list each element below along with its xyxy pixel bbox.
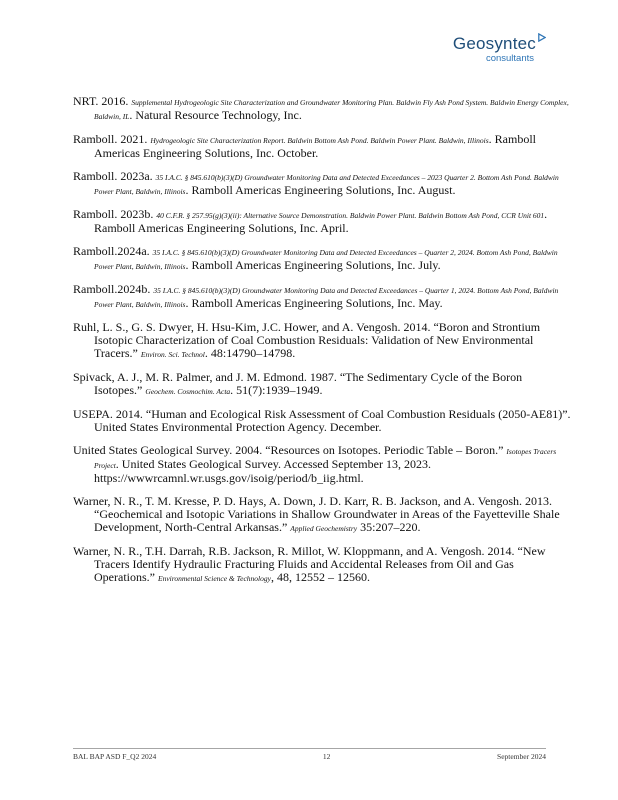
reference-title: 35 I.A.C. § 845.610(b)(3)(D) Groundwater Monitoring Data and Detected Exceedances – Quarter 1, 2024. Bottom Ash Pond, Baldwin Power Plant, Baldwin, Illinois [94,286,559,309]
reference-title: Supplemental Hydrogeologic Site Characterization and Groundwater Monitoring Plan. Baldwin Fly Ash Pond System. Baldwin Energy Complex, Baldwin, IL [94,98,569,121]
reference-title: Hydrogeologic Site Characterization Report. Baldwin Bottom Ash Pond. Baldwin Power Plant. Baldwin, Illinois [150,136,489,145]
reference-text: NRT. 2016. [73,94,132,108]
reference-text: Spivack, A. J., M. R. Palmer, and J. M. Edmond. 1987. “The Sedimentary Cycle of the Boron Isotopes.” [73,370,523,397]
reference-text: Ramboll.2024a. [73,244,153,258]
reference-citation: 35:207–220. [357,520,421,534]
reference-text: Ramboll. 2023b. [73,207,157,221]
reference-title: 35 I.A.C. § 845.610(b)(3)(D) Groundwater Monitoring Data and Detected Exceedances – Quarter 2, 2024. Bottom Ash Pond, Baldwin Power Plant, Baldwin, Illinois [94,248,558,271]
reference-entry [73,371,573,398]
reference-publisher: . Ramboll Americas Engineering Solutions, Inc. July. [185,258,441,272]
reference-publisher: . Ramboll Americas Engineering Solutions, Inc. August. [185,183,456,197]
reference-citation: , 48, 12552 – 12560. [270,570,370,584]
reference-entry [73,133,573,160]
page-footer [73,752,546,761]
footer-page-number: 12 [322,752,331,761]
reference-entry [73,208,573,235]
reference-title: 40 C.F.R. § 257.95(g)(3)(ii): Alternative Source Demonstration. Baldwin Power Plant. Baldwin Bottom Ash Pond, CCR Unit 601 [156,211,545,220]
footer-divider [73,748,546,749]
reference-publisher: . Ramboll Americas Engineering Solutions, Inc. April. [94,207,548,235]
reference-entry [73,321,573,361]
reference-citation: . 48:14790–14798. [204,346,296,360]
logo-subtitle: consultants [485,53,534,64]
reference-entry [73,495,573,535]
reference-journal: Environ. Sci. Technol [140,350,205,359]
reference-text: Ramboll.2024b. [73,282,154,296]
reference-list [73,95,573,595]
reference-entry [73,444,573,485]
reference-citation: . United States Geological Survey. Accessed September 13, 2023. https://wwwrcamnl.wr.usgs.gov/isoig/period/b_iig.html. [94,457,431,485]
logo-triangle-icon [537,33,546,42]
reference-text: Ramboll. 2023a. [73,169,156,183]
reference-text: Warner, N. R., T. M. Kresse, P. D. Hays, A. Down, J. D. Karr, R. B. Jackson, and A. Vengosh. 2013. “Geochemical and Isotopic Variations in Shallow Groundwater in Areas of the Fayetteville Shale Development, North-Central Arkansas.” [73,494,560,534]
reference-text: USEPA. 2014. “Human and Ecological Risk Assessment of Coal Combustion Residuals (2050-AE81)”. United States Environmental Protection Agency. December. [73,407,571,434]
reference-journal: Geochem. Cosmochim. Acta [145,387,231,396]
reference-entry [73,95,573,123]
reference-title: 35 I.A.C. § 845.610(b)(3)(D) Groundwater Monitoring Data and Detected Exceedances – 2023 Quarter 2. Bottom Ash Pond. Baldwin Power Plant, Baldwin, Illinois [94,173,559,196]
reference-text: United States Geological Survey. 2004. “Resources on Isotopes. Periodic Table – Boron.” [73,443,507,457]
logo-name: Geosyntec [452,34,536,53]
reference-citation: . 51(7):1939–1949. [230,383,323,397]
reference-text: Ruhl, L. S., G. S. Dwyer, H. Hsu-Kim, J.C. Hower, and A. Vengosh. 2014. “Boron and Strontium Isotopic Characterization of Coal Combustion Residuals: Validation of New Environmental Tracers.” [73,320,541,360]
reference-title: Isotopes Tracers Project [94,447,557,470]
footer-document-id: BAL BAP ASD F_Q2 2024 [73,752,157,761]
reference-publisher: . Ramboll Americas Engineering Solutions, Inc. May. [185,296,443,310]
reference-entry [73,170,573,198]
reference-journal: Environmental Science & Technology [157,574,271,583]
footer-date: September 2024 [497,752,546,761]
logo-name-row [453,33,546,54]
reference-entry [73,283,573,311]
reference-entry [73,408,573,434]
company-logo [453,33,546,64]
reference-entry [73,545,573,585]
reference-entry [73,245,573,273]
reference-journal: Applied Geochemistry [290,524,358,533]
reference-text: Ramboll. 2021. [73,132,151,146]
reference-publisher: . Natural Resource Technology, Inc. [129,108,302,122]
reference-publisher: . Ramboll Americas Engineering Solutions, Inc. October. [94,132,537,160]
reference-text: Warner, N. R., T.H. Darrah, R.B. Jackson, R. Millot, W. Kloppmann, and A. Vengosh. 2014. “New Tracers Identify Hydraulic Fracturing Fluids and Accidental Releases from Oil and Gas Operations.” [73,544,546,584]
